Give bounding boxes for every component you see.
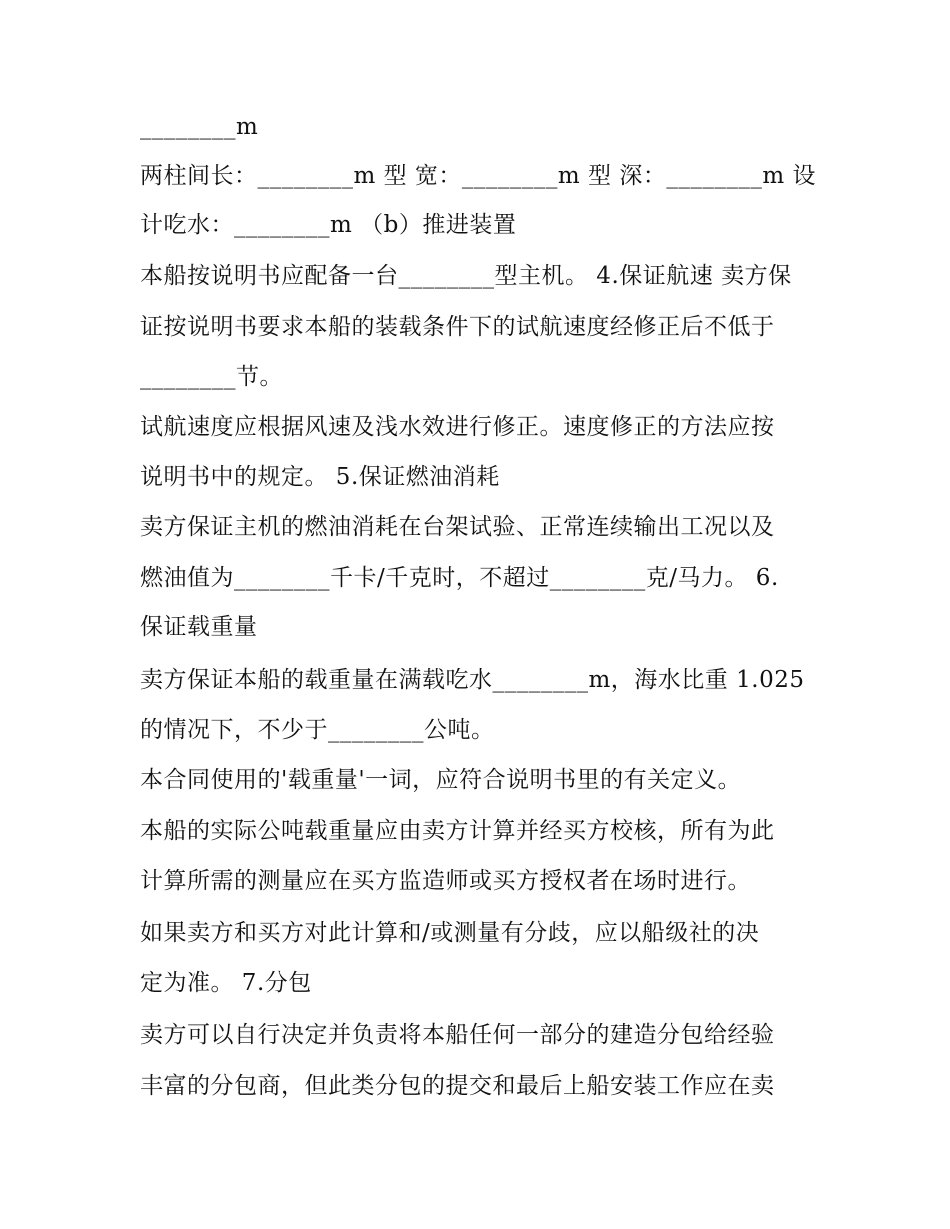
text-line: 保证载重量: [140, 614, 258, 640]
text-line: 试航速度应根据风速及浅水效进行修正。速度修正的方法应按: [140, 414, 775, 440]
text-line: 的情况下，不少于________公吨。: [140, 717, 495, 743]
text-line: 计算所需的测量应在买方监造师或买方授权者在场时进行。: [140, 868, 751, 894]
text-line: 丰富的分包商，但此类分包的提交和最后上船安装工作应在卖: [140, 1073, 775, 1099]
text-line: 燃油值为________千卡/千克时，不超过________克/马力。 6.: [140, 565, 779, 591]
text-line: 本合同使用的'载重量'一词，应符合说明书里的有关定义。: [140, 767, 742, 793]
text-line: 本船的实际公吨载重量应由卖方计算并经买方校核，所有为此: [140, 818, 775, 844]
text-line: 两柱间长：________m 型 宽：________m 型 深：________m 设: [140, 163, 816, 189]
text-line: 定为准。 7.分包: [140, 970, 312, 996]
text-line: 卖方可以自行决定并负责将本船任何一部分的建造分包给经验: [140, 1022, 775, 1048]
text-line: 证按说明书要求本船的装载条件下的试航速度经修正后不低于: [140, 314, 775, 340]
text-line: 本船按说明书应配备一台________型主机。 4.保证航速 卖方保: [140, 263, 792, 289]
text-line: 卖方保证本船的载重量在满载吃水________m，海水比重 1.025: [140, 667, 805, 693]
text-line: 计吃水：________m （b）推进装置: [140, 212, 517, 238]
text-line: 如果卖方和买方对此计算和/或测量有分歧，应以船级社的决: [140, 920, 760, 946]
text-line: ________m: [140, 114, 259, 140]
text-line: 卖方保证主机的燃油消耗在台架试验、正常连续输出工况以及: [140, 514, 775, 540]
text-line: ________节。: [140, 364, 283, 390]
text-line: 说明书中的规定。 5.保证燃油消耗: [140, 464, 500, 490]
